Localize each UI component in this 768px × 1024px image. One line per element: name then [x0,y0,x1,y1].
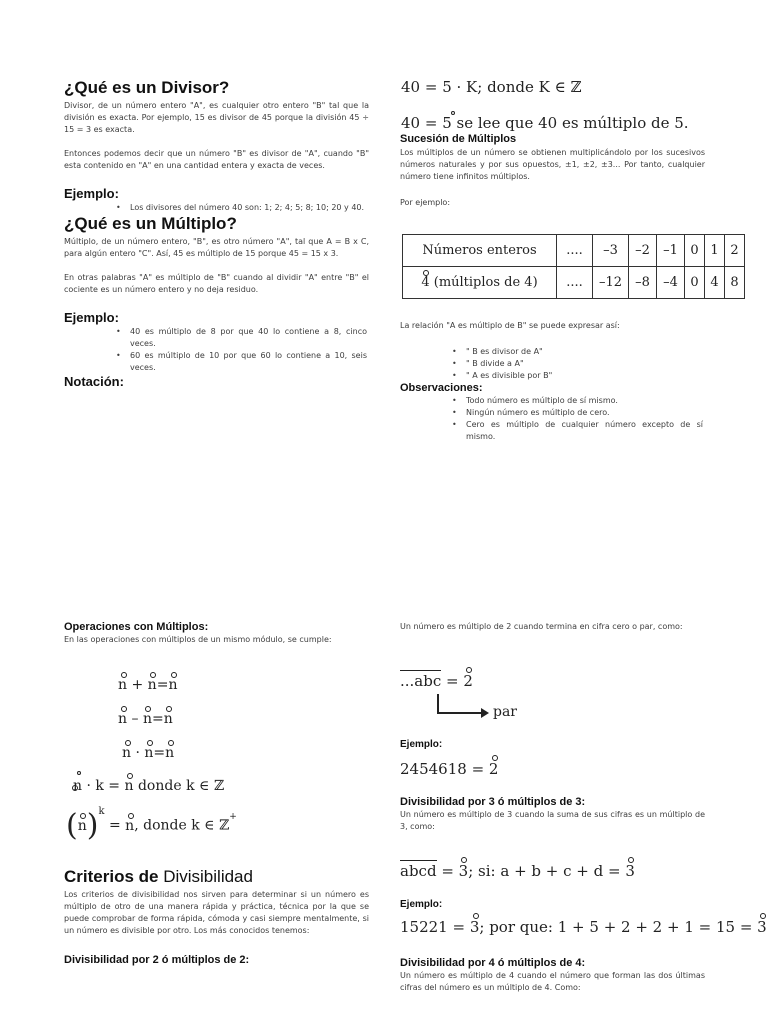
table-cell: –12 [593,267,629,299]
table-cell [403,267,557,299]
divisor-title: ¿Qué es un Divisor? [64,78,230,97]
list-item: • " A es divisible por B" [400,370,705,382]
ejemplo-a-title: Ejemplo: [400,739,443,750]
table-cell: 0 [685,267,705,299]
ej3-result: 3 [469,918,480,936]
op-diff: n – n=n [118,711,173,727]
abcd-formula [400,862,635,880]
list-item: • Los divisores del número 40 son: 1; 2; 4; 5; 8; 10; 20 y 40. [64,202,369,214]
criterios-title-bold: Criterios de [64,867,164,886]
abcd-equals: = [436,862,459,880]
op-result: n [124,778,134,794]
table-cell: 0 [685,235,705,267]
divisor-paragraph-1: Divisor, de un número entero "A", es cualquier otro entero "B" tal que la división es exacta. Por ejemplo, 15 es divisor de 45 porque la división 45 ÷ 15 = 3 es exacta. [64,101,369,134]
div3-title: Divisibilidad por 3 ó múltiplos de 3: [400,796,586,808]
table-cell: –4 [657,267,685,299]
sucesion-paragraph: Los múltiplos de un número se obtienen multiplicándolo por los sucesivos números naturales y por sus opuestos, ±1, ±2, ±3... Por tanto, cualquier número tiene infinitos múltiplos. [400,148,705,181]
divisor-paragraph-2: Entonces podemos decir que un número "B" es divisor de "A", cuando "B" esta contenido en "A" en una cantidad entera y exacta de veces. [64,149,369,170]
criterios-title-rest: Divisibilidad [163,867,253,886]
div4-title: Divisibilidad por 4 ó múltiplos de 4: [400,957,586,969]
div3-paragraph: Un número es múltiplo de 3 cuando la suma de sus cifras es un múltiplo de 3, como: [400,810,705,831]
par-label: par [493,704,518,720]
ring-four: 4 [421,275,430,290]
ejemplo-1-list [64,202,369,214]
relacion-paragraph: La relación "A es múltiplo de B" se puede expresar así: [400,321,620,330]
list-item: • " B divide a A" [400,358,705,370]
table-cell: .... [557,235,593,267]
formula-right: se lee que 40 es múltiplo de 5. [451,114,689,132]
op-term: n [142,711,152,727]
formula-40-5k: 40 = 5 · K; donde K ∈ ℤ [401,78,582,96]
left-column-bottom [64,620,369,646]
op-symbol: · [135,745,140,761]
op-term: n [118,677,128,693]
table-cell: 4 [705,267,725,299]
right-column-bottom [400,621,705,633]
formula-40-multiple-5 [401,114,689,132]
op-term: n [144,745,154,761]
table-cell: 8 [725,267,745,299]
op-power: $(n)^k = n$, donde k ∈ ℤ+ [66,806,237,843]
arrow-head-icon [481,708,489,718]
list-item: • Cero es múltiplo de cualquier número excepto de sí mismo. [400,419,705,443]
abcd-result-2: 3 [625,862,635,880]
ej3-formula [400,918,767,936]
table-cell-label: (múltiplos de 4) [429,275,538,290]
left-column-criterios [64,867,369,967]
op-tail: , donde k ∈ ℤ [134,817,230,834]
observaciones-list [400,395,705,443]
arrow-stem [437,694,439,713]
table-cell: –3 [593,235,629,267]
abc-result: 2 [463,672,473,690]
op-scalar [74,778,224,794]
abcd-overline: abcd [400,862,437,880]
op-base: n [77,817,87,834]
op-tail: donde k ∈ ℤ [133,778,225,794]
op-product: n · n=n [122,745,175,761]
ejemplo-1-title: Ejemplo: [64,186,119,201]
formula-left: 40 = 5 [401,114,452,132]
ej2-formula [400,760,498,778]
arrow-line [437,712,483,714]
operaciones-title: Operaciones con Múltiplos: [64,621,209,633]
table-row [403,267,745,299]
op-term: n [147,677,157,693]
op-result: n [168,677,178,693]
table-cell: –8 [629,267,657,299]
ej3-number: 15221 = [400,918,470,936]
list-item: • Ningún número es múltiplo de cero. [400,407,705,419]
notacion-title: Notación: [64,374,124,389]
observaciones-title: Observaciones: [400,382,483,394]
table-cell: –2 [629,235,657,267]
right-column-top [400,132,705,209]
table-cell: 1 [705,235,725,267]
sucesion-title: Sucesión de Múltiplos [400,133,517,145]
multiples-table [402,234,745,299]
op-symbol: – [131,711,139,727]
div2-paragraph: Un número es múltiplo de 2 cuando termina en cifra cero o par, como: [400,622,683,631]
table-cell: 2 [725,235,745,267]
right-column-div3 [400,795,705,833]
ej2-result: 2 [488,760,499,778]
abcd-condition: ; si: a + b + c + d = [468,862,626,880]
multiplo-title: ¿Qué es un Múltiplo? [64,214,237,233]
table-row [403,235,745,267]
ejemplo-b-title: Ejemplo: [400,899,443,910]
left-column-top [64,78,369,390]
ejemplo-label: Por ejemplo: [400,198,451,207]
op-result: n [125,817,135,834]
ej2-number: 2454618 = [400,760,489,778]
op-term: n [118,711,128,727]
list-item: • " B es divisor de A" [400,346,705,358]
ej3-sum: ; por que: 1 + 5 + 2 + 2 + 1 = 15 = [479,918,758,936]
right-column-div4 [400,956,705,994]
table-cell: –1 [657,235,685,267]
op-symbol: + [131,677,144,693]
op-result: n [163,711,173,727]
list-item: • 60 es múltiplo de 10 por que 60 lo contiene a 10, seis veces. [64,350,369,374]
op-sup: + [229,812,237,822]
ring-mark [77,771,81,775]
abc-overline: ...abc [400,672,442,690]
table-cell: Números enteros [403,235,557,267]
multiplo-paragraph-1: Múltiplo, de un número entero, "B", es otro número "A", tal que A = B x C, para algún entero "C". Así, 45 es múltiplo de 15 porque 45 = 15 x 3. [64,237,369,258]
op-left: n · k = [73,778,125,794]
abc-formula: ...abc = 2 [400,672,473,690]
op-result: n [165,745,175,761]
list-item: • 40 es múltiplo de 8 por que 40 lo contiene a 8, cinco veces. [64,326,369,350]
abcd-result: 3 [458,862,469,880]
operaciones-paragraph: En las operaciones con múltiplos de un mismo módulo, se cumple: [64,635,332,644]
criterios-paragraph: Los criterios de divisibilidad nos sirven para determinar si un número es múltiplo de otro de una manera rápida y práctica, técnica por la que se puede comprobar de forma rápida, cómoda y casi siempre mentalmente, si un número es divisible por otro. Los más conocidos tenemos: [64,890,369,935]
right-column-relacion [400,320,705,443]
ejemplo-2-list [64,326,369,374]
op-sum: n + n=n [118,677,178,693]
multiplo-paragraph-2: En otras palabras "A" es múltiplo de "B" cuando al dividir "A" entre "B" el cociente es un número entero y no deja residuo. [64,273,369,294]
table-cell: .... [557,267,593,299]
criterios-title [64,867,369,887]
ej3-result-2: 3 [757,918,767,936]
op-exponent: k [98,806,105,817]
div2-title: Divisibilidad por 2 ó múltiplos de 2: [64,954,250,966]
list-item: • Todo número es múltiplo de sí mismo. [400,395,705,407]
div4-paragraph: Un número es múltiplo de 4 cuando el número que forman las dos últimas cifras del número es un múltiplo de 4. Como: [400,971,705,992]
ejemplo-2-title: Ejemplo: [64,310,119,325]
relacion-list [400,346,705,382]
ring-mark [451,111,455,115]
op-term: n [122,745,132,761]
